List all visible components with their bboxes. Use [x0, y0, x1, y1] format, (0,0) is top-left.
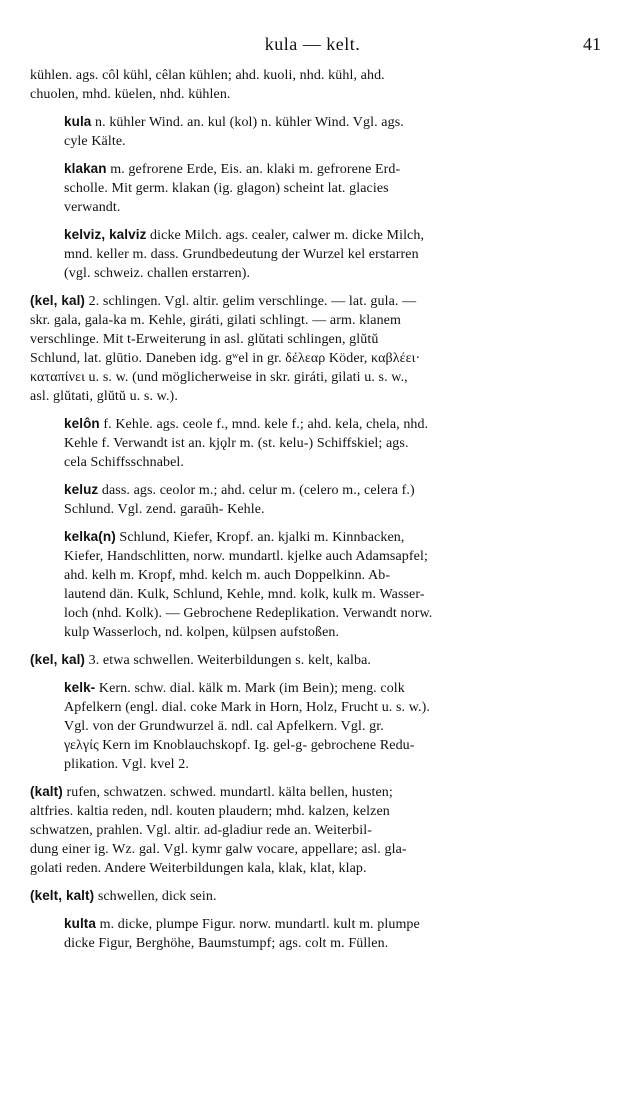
headword: kula [64, 114, 92, 129]
entry-first-line [64, 112, 600, 132]
entry-definition: m. dicke, plumpe Figur. norw. mundartl. kult m. plumpe [96, 917, 420, 932]
headword: (kel, kal) [30, 652, 86, 667]
entry-line: Schlund, lat. glūtio. Daneben idg. gʷel in gr. δέλεαρ Köder, καβλέει· [30, 351, 421, 366]
entry-line: γελγίς Kern im Knoblauchskopf. Ig. gel-g- gebrochene Redu- [64, 738, 415, 753]
entry-line: scholle. Mit germ. klakan (ig. glagon) scheint lat. glacies [64, 181, 389, 196]
headword: kelôn [64, 416, 100, 431]
entry-first-line [64, 527, 600, 547]
entry-definition: Schlund, Kiefer, Kropf. an. kjalki m. Kinnbacken, [115, 530, 405, 545]
headword: kulta [64, 916, 97, 931]
lemma-entry [30, 527, 600, 642]
running-title: kula — kelt. [264, 34, 361, 54]
lemma-entry [30, 414, 600, 472]
entry-definition: dicke Milch. ags. cealer, calwer m. dicke Milch, [146, 228, 425, 243]
entry-line: (vgl. schweiz. challen erstarren). [64, 266, 251, 281]
entry-line: verschlinge. Mit t-Erweiterung in asl. glŭtati schlingen, glŭtŭ [30, 332, 379, 347]
entry-definition: n. kühler Wind. an. kul (kol) n. kühler Wind. Vgl. ags. [91, 115, 404, 130]
entry-line: cela Schiffsschnabel. [64, 455, 185, 470]
entry-definition: schwellen, dick sein. [94, 889, 217, 904]
root-entry [30, 650, 600, 670]
headword: (kelt, kalt) [30, 888, 95, 903]
headword: (kalt) [30, 784, 63, 799]
entry-first-line [30, 782, 600, 802]
entry-line: golati reden. Andere Weiterbildungen kala, klak, klat, klap. [30, 861, 367, 876]
entry-line: kühlen. ags. côl kühl, cêlan kühlen; ahd. kuoli, nhd. kühl, ahd. [30, 68, 385, 83]
entry-line: ahd. kelh m. Kropf, mhd. kelch m. auch Doppelkinn. Ab- [64, 568, 391, 583]
entry-first-line [64, 678, 600, 698]
lemma-entry [30, 112, 600, 151]
root-entry [30, 291, 600, 406]
page-number: 41 [583, 34, 601, 54]
entry-definition: m. gefrorene Erde, Eis. an. klaki m. gefrorene Erd- [106, 162, 401, 177]
entry-definition: f. Kehle. ags. ceole f., mnd. kele f.; ahd. kela, chela, nhd. [99, 417, 429, 432]
entry-line: kulp Wasserloch, nd. kolpen, külpsen aufstoßen. [64, 625, 340, 640]
headword: kelviz, kalviz [64, 227, 147, 242]
entry-first-line [30, 886, 600, 906]
entry-line: plikation. Vgl. kvel 2. [64, 757, 189, 772]
lemma-entry [30, 678, 600, 774]
entry-line: loch (nhd. Kolk). — Gebrochene Redeplikation. Verwandt norw. [64, 606, 433, 621]
entry-line: Apfelkern (engl. dial. coke Mark in Horn, Holz, Frucht u. s. w.). [64, 700, 431, 715]
continuation-text [30, 66, 600, 104]
entry-first-line [64, 225, 600, 245]
entry-first-line [64, 480, 600, 500]
entry-definition: 2. schlingen. Vgl. altir. gelim verschlinge. — lat. gula. — [85, 294, 417, 309]
entry-first-line [30, 650, 600, 670]
entry-line: Kehle f. Verwandt ist an. kjǫlr m. (st. kelu-) Schiffskiel; ags. [64, 436, 409, 451]
entry-definition: 3. etwa schwellen. Weiterbildungen s. kelt, kalba. [85, 653, 371, 668]
entry-first-line [64, 414, 600, 434]
lemma-entry [30, 225, 600, 283]
entry-line: verwandt. [64, 200, 121, 215]
entry-definition: dass. ags. ceolor m.; ahd. celur m. (celero m., celera f.) [98, 483, 415, 498]
entry-line: lautend dän. Kulk, Schlund, Kehle, mnd. kolk, kulk m. Wasser- [64, 587, 425, 602]
headword: kelk- [64, 680, 96, 695]
lemma-entry [30, 914, 600, 953]
lemma-entry [30, 480, 600, 519]
headword: keluz [64, 482, 99, 497]
headword: (kel, kal) [30, 293, 86, 308]
root-entry [30, 782, 600, 878]
entry-line: schwatzen, prahlen. Vgl. altir. ad-gladiur rede an. Weiterbil- [30, 823, 372, 838]
running-head [0, 30, 625, 56]
entry-line: chuolen, mhd. küelen, nhd. kühlen. [30, 87, 231, 102]
entry-line: Vgl. von der Grundwurzel ä. ndl. cal Apfelkern. Vgl. gr. [64, 719, 384, 734]
headword: kelka(n) [64, 529, 116, 544]
entry-definition: rufen, schwatzen. schwed. mundartl. kälta bellen, husten; [62, 785, 393, 800]
entry-line: asl. glŭtati, glŭtŭ u. s. w.). [30, 389, 178, 404]
entry-line: altfries. kaltia reden, ndl. kouten plaudern; mhd. kalzen, kelzen [30, 804, 390, 819]
root-entry [30, 886, 600, 906]
entry-definition: Kern. schw. dial. kälk m. Mark (im Bein); meng. colk [95, 681, 405, 696]
lemma-entry [30, 159, 600, 217]
entry-line: skr. gala, gala-ka m. Kehle, giráti, gilati schlingt. — arm. klanem [30, 313, 401, 328]
entry-first-line [64, 914, 600, 934]
entry-line: cyle Kälte. [64, 134, 126, 149]
headword: klakan [64, 161, 107, 176]
entry-line: dicke Figur, Berghöhe, Baumstumpf; ags. colt m. Füllen. [64, 936, 389, 951]
entry-list [30, 66, 600, 961]
entry-first-line [64, 159, 600, 179]
entry-line: καταπίνει u. s. w. (und möglicherweise in skr. giráti, gilati u. s. w., [30, 370, 408, 385]
entry-line: mnd. keller m. dass. Grundbedeutung der Wurzel kel erstarren [64, 247, 419, 262]
entry-line: Kiefer, Handschlitten, norw. mundartl. kjelke auch Adamsapfel; [64, 549, 428, 564]
entry-line: dung einer ig. Wz. gal. Vgl. kymr galw vocare, appellare; asl. gla- [30, 842, 407, 857]
entry-first-line [30, 291, 600, 311]
entry-line: Schlund. Vgl. zend. garaūh- Kehle. [64, 502, 265, 517]
